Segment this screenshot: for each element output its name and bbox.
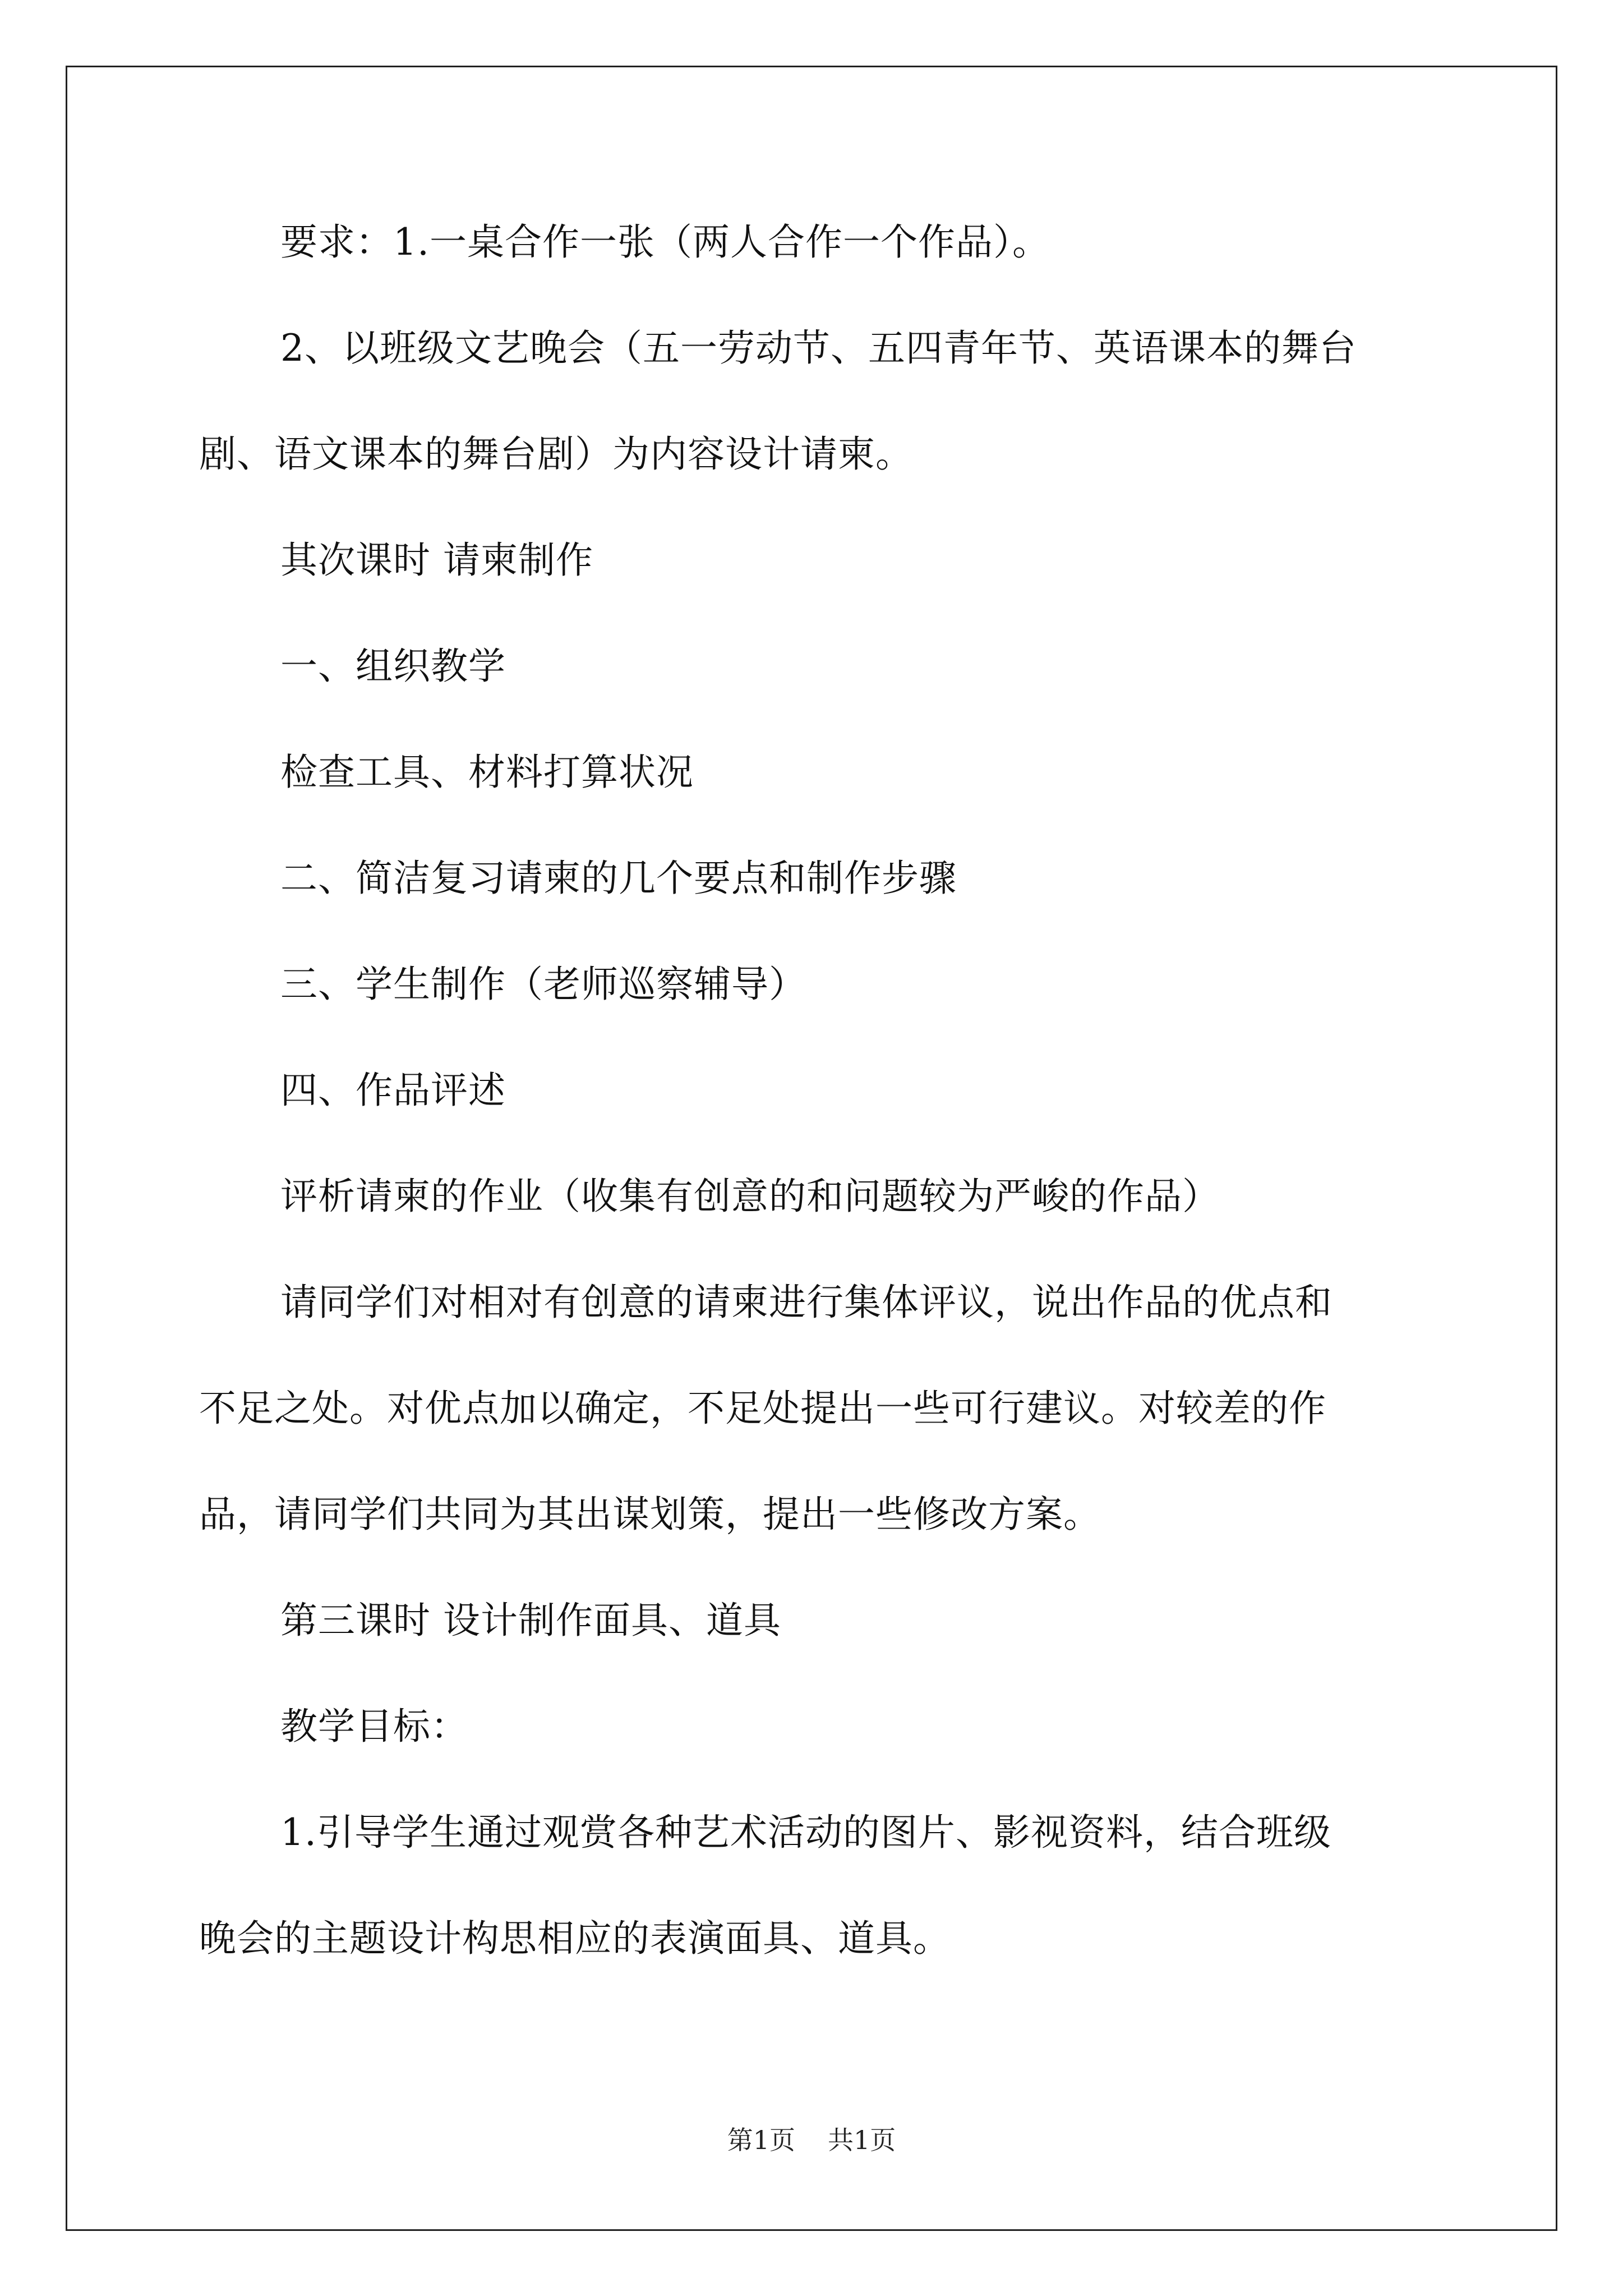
- heading-third-lesson: 第三课时 设计制作面具、道具: [280, 1599, 781, 1642]
- document-body: [199, 216, 1424, 1965]
- item-organize-teaching: 一、组织教学: [280, 645, 506, 688]
- item-student-making: 三、学生制作（老师巡察辅导）: [280, 963, 806, 1006]
- paragraph-evaluation-line-1: 请同学们对相对有创意的请柬进行集体评议，说出作品的优点和: [280, 1281, 1332, 1324]
- page-number: 第1页: [727, 2125, 795, 2155]
- page-total: 共1页: [828, 2125, 896, 2155]
- item-review-steps: 二、简洁复习请柬的几个要点和制作步骤: [280, 857, 957, 900]
- paragraph-evaluation-line-3: 品，请同学们共同为其出谋划策，提出一些修改方案。: [199, 1493, 1101, 1536]
- heading-second-lesson: 其次课时 请柬制作: [280, 539, 593, 582]
- paragraph-goal-1-line-2: 晚会的主题设计构思相应的表演面具、道具。: [199, 1917, 951, 1960]
- item-work-review: 四、作品评述: [280, 1069, 506, 1112]
- item-check-tools: 检查工具、材料打算状况: [280, 751, 694, 794]
- paragraph-requirement: 要求：1.一桌合作一张（两人合作一个作品）。: [280, 220, 1050, 264]
- paragraph-goal-1-line-1: 1.引导学生通过观赏各种艺术活动的图片、影视资料，结合班级: [280, 1811, 1331, 1854]
- heading-teaching-goals: 教学目标：: [280, 1705, 468, 1748]
- item-analyze-homework: 评析请柬的作业（收集有创意的和问题较为严峻的作品）: [280, 1175, 1220, 1218]
- paragraph-evaluation-line-2: 不足之处。对优点加以确定，不足处提出一些可行建议。对较差的作: [199, 1387, 1326, 1430]
- paragraph-theme-line-1: 2、以班级文艺晚会（五一劳动节、五四青年节、英语课本的舞台: [280, 326, 1357, 370]
- paragraph-theme-line-2: 剧、语文课本的舞台剧）为内容设计请柬。: [199, 432, 913, 476]
- page-footer: [0, 2123, 1623, 2157]
